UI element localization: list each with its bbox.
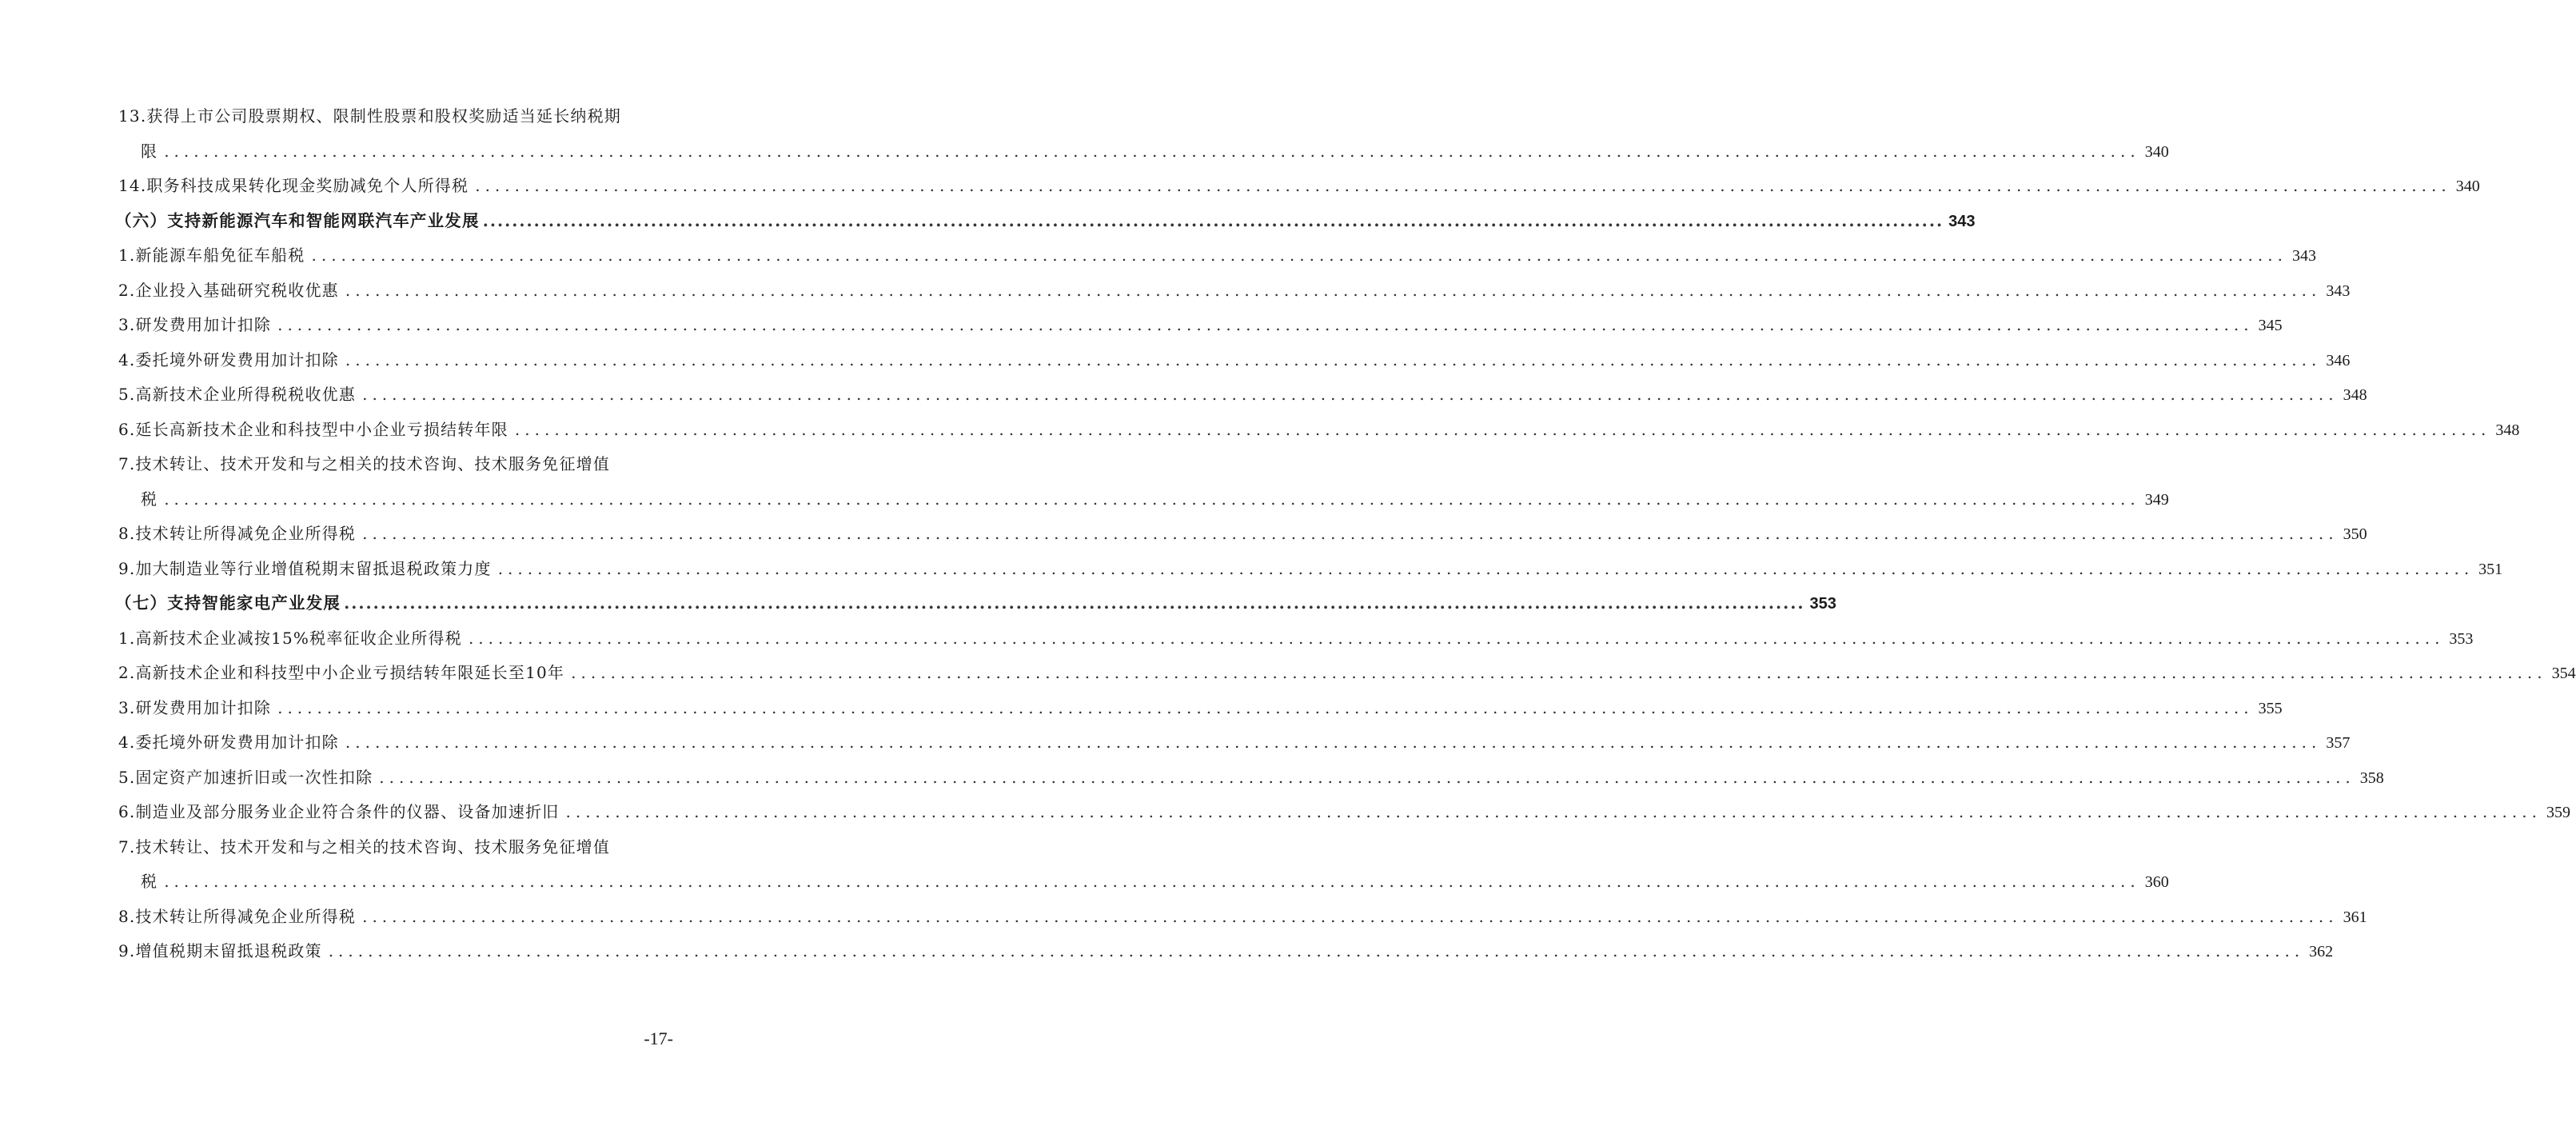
toc-dot-leader: ........................................................................................................................................................................................................ [311, 246, 2287, 265]
toc-entry[interactable] [118, 830, 673, 865]
toc-entry[interactable] [118, 169, 2480, 204]
toc-page-number: 348 [2495, 421, 2520, 439]
toc-entry[interactable] [118, 691, 2283, 726]
toc-dot-leader: ........................................................................................................................................................................................................ [345, 733, 2322, 752]
toc-dot-leader: ........................................................................................................................................................................................................ [571, 663, 2547, 682]
toc-entry-title: 3.研发费用加计扣除 [118, 697, 272, 717]
toc-entry-title: 1.新能源车船免征车船税 [118, 246, 305, 265]
toc-entry[interactable] [118, 99, 673, 134]
toc-entry-title: 2.企业投入基础研究税收优惠 [118, 280, 339, 300]
toc-dot-leader: ........................................................................................................................................................................................................ [277, 697, 2254, 717]
toc-page-number: 359 [2546, 804, 2570, 821]
toc-dot-leader: ........................................................................................................................................................................................................ [164, 141, 2140, 161]
toc-entry[interactable] [118, 517, 2367, 552]
toc-page-number: 343 [2291, 247, 2316, 265]
toc-entry-title: 4.委托境外研发费用加计扣除 [118, 349, 339, 369]
toc-page-number: 353 [2449, 629, 2474, 648]
toc-entry-title: 8.技术转让所得减免企业所得税 [118, 524, 357, 543]
toc-section-heading[interactable] [115, 204, 1976, 239]
toc-dot-leader: ........................................................................................................................................................................................................ [475, 176, 2451, 195]
toc-page-number: 361 [2343, 908, 2367, 926]
toc-entry[interactable] [118, 134, 2169, 170]
toc-dot-leader: ........................................................................................................................................................................................................ [164, 489, 2140, 509]
toc-page-number: 362 [2309, 943, 2334, 960]
toc-page-number: 351 [2478, 560, 2503, 578]
toc-page-number: 360 [2144, 873, 2169, 891]
toc-entry-title: 9.增值税期末留抵退税政策 [118, 941, 322, 960]
toc-dot-leader: ........................................................................................................................................................................................................ [277, 315, 2254, 334]
page-number: -17- [644, 1028, 673, 1048]
toc-page-number: 343 [1948, 212, 1976, 230]
toc-entry-title: 1.高新技术企业减按15%税率征收企业所得税 [118, 628, 462, 648]
toc-entry-title: 6.延长高新技术企业和科技型中小企业亏损结转年限 [118, 419, 508, 439]
toc-entry[interactable] [118, 308, 2283, 343]
toc-entry[interactable] [118, 238, 2316, 274]
toc-dot-leader: ........................................................................................................................................................................................................ [468, 628, 2445, 648]
toc-entry-title: 13.获得上市公司股票期权、限制性股票和股权奖励适当延长纳税期 [118, 106, 622, 126]
toc-entry[interactable] [118, 552, 2503, 587]
toc-entry[interactable] [118, 864, 2169, 900]
toc-page-number: 350 [2343, 525, 2367, 543]
toc-entry[interactable] [118, 900, 2367, 935]
toc-page-number: 355 [2258, 699, 2283, 717]
toc-entry[interactable] [118, 656, 2576, 691]
toc-entry-title: （七）支持智能家电产业发展 [115, 593, 341, 613]
table-of-contents [115, 99, 2576, 969]
toc-entry-title: 税 [141, 872, 158, 891]
toc-page-number: 349 [2144, 490, 2169, 509]
toc-page-number: 343 [2326, 281, 2351, 300]
toc-dot-leader: ........................................................................................................................................................................................................ [514, 419, 2491, 439]
toc-entry[interactable] [118, 621, 2474, 657]
toc-page-number: 346 [2326, 351, 2351, 369]
toc-entry[interactable] [118, 343, 2351, 378]
toc-page-number: 354 [2551, 665, 2576, 682]
toc-entry-title: 7.技术转让、技术开发和与之相关的技术咨询、技术服务免征增值 [118, 837, 611, 856]
toc-entry[interactable] [118, 413, 2520, 448]
toc-entry-title: 税 [141, 489, 158, 509]
toc-entry[interactable] [118, 934, 2334, 969]
toc-entry-title: 14.职务科技成果转化现金奖励减免个人所得税 [118, 176, 469, 195]
toc-entry[interactable] [118, 274, 2351, 309]
toc-entry-title: 8.技术转让所得减免企业所得税 [118, 906, 357, 926]
toc-entry[interactable] [118, 725, 2351, 761]
toc-dot-leader: ........................................................................................................................................................................................................ [482, 210, 1944, 230]
toc-entry-title: 限 [141, 141, 158, 161]
toc-dot-leader: ........................................................................................................................................................................................................ [164, 872, 2140, 891]
toc-page-number: 340 [2144, 142, 2169, 161]
toc-entry-title: 7.技术转让、技术开发和与之相关的技术咨询、技术服务免征增值 [118, 454, 611, 473]
toc-entry[interactable] [118, 761, 2384, 796]
toc-dot-leader: ........................................................................................................................................................................................................ [497, 558, 2474, 578]
toc-entry-title: 6.制造业及部分服务业企业符合条件的仪器、设备加速折旧 [118, 802, 560, 821]
toc-entry[interactable] [118, 447, 673, 482]
toc-dot-leader: ........................................................................................................................................................................................................ [362, 385, 2339, 404]
toc-page-number: 358 [2359, 769, 2384, 787]
toc-entry-title: 3.研发费用加计扣除 [118, 315, 272, 334]
toc-page-number: 345 [2258, 317, 2283, 334]
toc-dot-leader: ........................................................................................................................................................................................................ [328, 941, 2305, 960]
toc-entry[interactable] [118, 795, 2570, 830]
toc-dot-leader: ........................................................................................................................................................................................................ [362, 906, 2339, 926]
toc-entry-title: （六）支持新能源汽车和智能网联汽车产业发展 [115, 210, 480, 230]
toc-dot-leader: ........................................................................................................................................................................................................ [345, 280, 2322, 300]
toc-page-number: 353 [1809, 595, 1836, 613]
toc-page-number: 348 [2343, 386, 2367, 404]
toc-page-number: 340 [2455, 178, 2480, 195]
toc-entry-title: 9.加大制造业等行业增值税期末留抵退税政策力度 [118, 558, 492, 578]
toc-entry[interactable] [118, 377, 2367, 413]
toc-page-number: 357 [2326, 734, 2351, 752]
toc-dot-leader: ........................................................................................................................................................................................................ [565, 802, 2542, 821]
toc-entry-title: 5.固定资产加速折旧或一次性扣除 [118, 767, 373, 787]
toc-entry[interactable] [118, 482, 2169, 517]
toc-section-heading[interactable] [115, 586, 1836, 621]
toc-entry-title: 4.委托境外研发费用加计扣除 [118, 733, 339, 752]
toc-dot-leader: ........................................................................................................................................................................................................ [345, 349, 2322, 369]
toc-entry-title: 5.高新技术企业所得税税收优惠 [118, 385, 357, 404]
toc-dot-leader: ........................................................................................................................................................................................................ [362, 524, 2339, 543]
toc-dot-leader: ........................................................................................................................................................................................................ [379, 767, 2355, 787]
toc-entry-title: 2.高新技术企业和科技型中小企业亏损结转年限延长至10年 [118, 663, 565, 682]
toc-dot-leader: ........................................................................................................................................................................................................ [344, 593, 1805, 613]
